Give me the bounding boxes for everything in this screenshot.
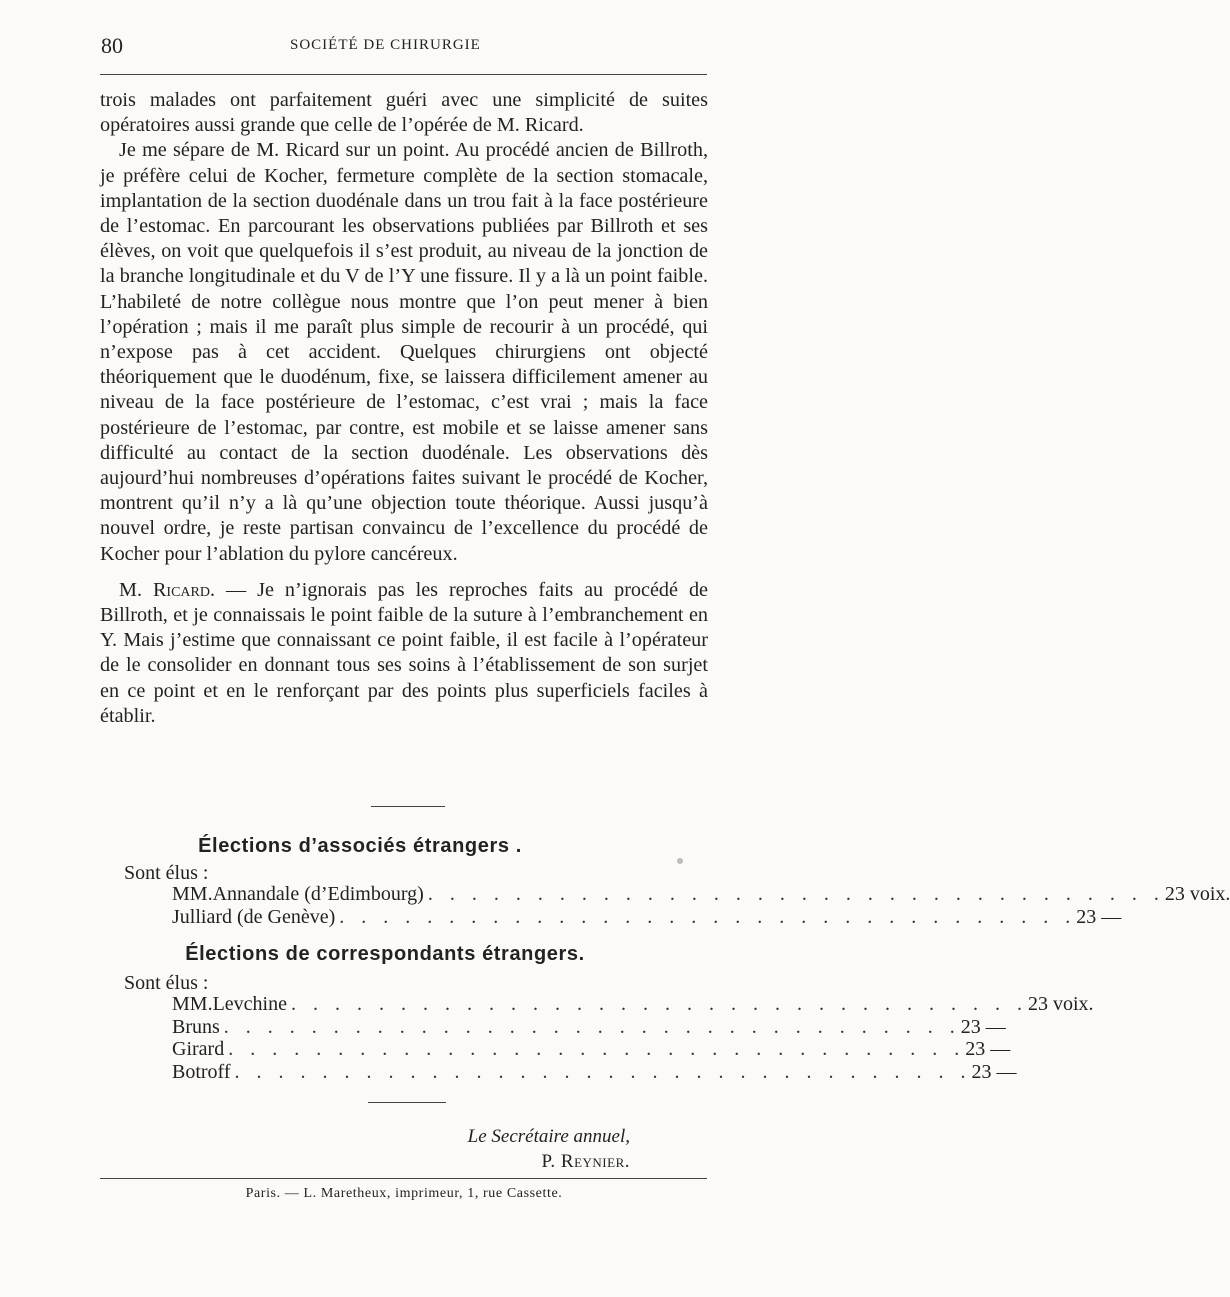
elected-name: Julliard (de Genève) <box>172 905 336 928</box>
printer-imprint: Paris. — L. Maretheux, imprimeur, 1, rue Cassette. <box>245 1186 563 1201</box>
body-text <box>100 88 708 729</box>
paragraph-continuation: trois malades ont parfaitement guéri avec une simplicité de suites opératoires aussi grande que celle de l’opérée de M. Ricard. <box>100 89 708 137</box>
section-title-correspondents: Élections de correspondants étrangers. <box>185 943 585 965</box>
section-divider <box>371 806 445 807</box>
footer-rule <box>100 1178 707 1179</box>
election-row <box>172 1038 1011 1061</box>
election-row <box>172 1060 1017 1084</box>
paragraph-ricard-reply <box>100 578 708 729</box>
signature-name: P. Reynier. <box>541 1151 630 1172</box>
vote-count: 23 — <box>971 1060 1017 1083</box>
election-row <box>172 905 1122 929</box>
elected-name: Levchine <box>212 993 287 1015</box>
dot-leader: . . . . . . . . . . . . . . . . . . . . . . . . . . . . . . . . . . <box>290 993 1028 1015</box>
dot-leader: . . . . . . . . . . . . . . . . . . . . . . . . . . . . . . . . . . <box>234 1060 972 1083</box>
section-title-associates: Élections d’associés étrangers . <box>198 835 522 857</box>
vote-count: 23 — <box>1076 905 1122 928</box>
reply-text: — Je n’ignorais pas les reproches faits au procédé de Billroth, et je connaissais le point faible de la suture à l’embranchement en Y. Mais j’estime que connaissant ce point faible, il est facile à l’opérateur de le consolider en donnant tous ses soins à l’établissement de son surjet en ce point et en le renforçant par des points plus superficiels faciles à établir. <box>100 578 708 727</box>
vote-count: 23 voix. <box>1164 883 1230 905</box>
associates-list <box>172 883 1230 928</box>
section-divider <box>368 1102 446 1103</box>
speaker-name: M. Ricard. <box>119 578 216 601</box>
dot-leader: . . . . . . . . . . . . . . . . . . . . . . . . . . . . . . . . . . <box>427 883 1165 905</box>
elected-label: Sont élus : <box>124 972 209 994</box>
elected-name: Girard <box>172 1038 225 1060</box>
header-rule <box>100 74 707 75</box>
correspondents-list <box>172 993 1094 1083</box>
page-number: 80 <box>101 33 123 58</box>
ink-speck <box>677 858 683 864</box>
signature-role: Le Secrétaire annuel, <box>467 1126 630 1147</box>
mm-label: MM. <box>172 993 213 1015</box>
vote-count: 23 — <box>960 1015 1006 1038</box>
elected-name: Botroff <box>172 1060 231 1083</box>
running-head: SOCIÉTÉ DE CHIRURGIE <box>290 37 481 53</box>
dot-leader: . . . . . . . . . . . . . . . . . . . . . . . . . . . . . . . . . . <box>339 905 1077 928</box>
dot-leader: . . . . . . . . . . . . . . . . . . . . . . . . . . . . . . . . . . <box>228 1038 966 1060</box>
elected-label: Sont élus : <box>124 862 209 884</box>
elected-name: Annandale (d’Edimbourg) <box>212 883 424 905</box>
vote-count: 23 voix. <box>1027 993 1094 1015</box>
vote-count: 23 — <box>965 1038 1011 1060</box>
signature-block <box>468 1124 630 1174</box>
election-row <box>172 1015 1006 1039</box>
mm-label: MM. <box>172 883 213 905</box>
election-row <box>172 993 1094 1016</box>
paragraph-kocher: Je me sépare de M. Ricard sur un point. Au procédé ancien de Billroth, je préfère celui de Kocher, fermeture complète de la section stomacale, implantation de la section duodénale dans un trou fait à la face postérieure de l’estomac. En parcourant les observations publiées par Billroth et ses élèves, on voit que quelquefois il s’est produit, au niveau de la jonction de la branche longitudinale et du V de l’Y une fissure. Il y a là un point faible. L’habileté de notre collègue nous montre que l’on peut mener à bien l’opération ; mais il me paraît plus simple de recourir à un procédé, qui n’expose pas à cet accident. Quelques chirurgiens ont objecté théoriquement que le duodénum, fixe, se laissera difficilement amener au niveau de la face postérieure de l’estomac, c’est vrai ; mais la face postérieure de l’estomac, par contre, est mobile et se laisse amener sans difficulté au contact de la section duodénale. Les observations dès aujourd’hui nombreuses d’opérations faites suivant le procédé de Kocher, montrent qu’il n’y a là qu’une objection toute théorique. Aussi jusqu’à nouvel ordre, je reste partisan convaincu de l’excellence du procédé de Kocher pour l’ablation du pylore cancéreux. <box>100 139 708 565</box>
dot-leader: . . . . . . . . . . . . . . . . . . . . . . . . . . . . . . . . . . <box>223 1015 961 1038</box>
election-row <box>172 883 1230 906</box>
elected-name: Bruns <box>172 1015 220 1038</box>
